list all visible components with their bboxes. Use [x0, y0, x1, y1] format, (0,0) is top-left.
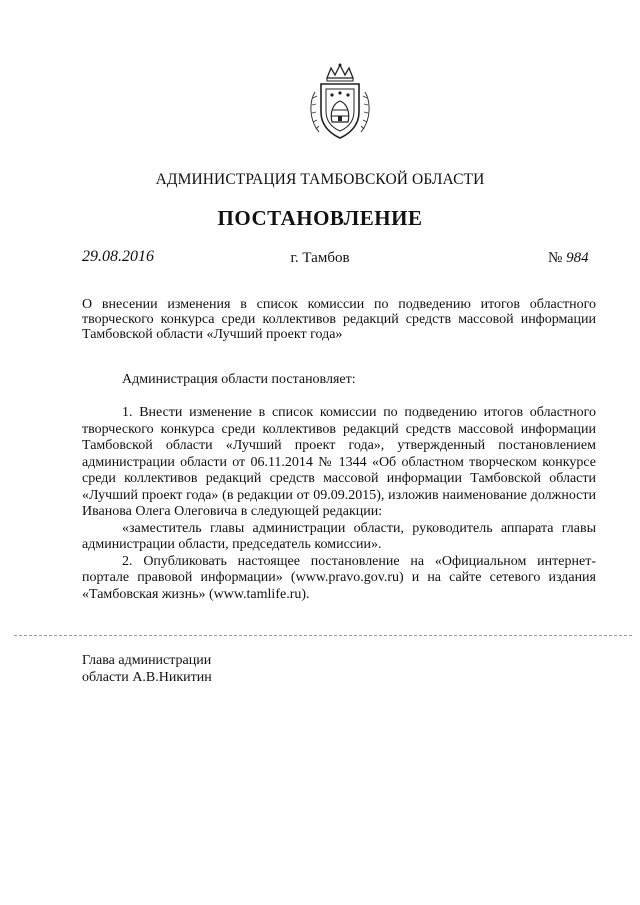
document-body	[82, 405, 596, 603]
document-city: г. Тамбов	[290, 250, 350, 266]
document-subject: О внесении изменения в список комиссии по подведению итогов областного творческого конкурса среди коллективов редакций средств массовой информации Тамбовской области «Лучший проект года»	[82, 297, 596, 342]
paragraph-2: 2. Опубликовать настоящее постановление на «Официальном интернет-портале правовой информации» (www.pravo.gov.ru) и на сайте сетевого издания «Тамбовская жизнь» (www.tamlife.ru).	[82, 553, 596, 602]
number-value: 984	[566, 250, 589, 266]
tambov-coat-of-arms-icon	[305, 62, 375, 142]
number-sign: №	[548, 250, 563, 266]
preamble-text: Администрация области постановляет:	[122, 372, 356, 387]
signature-position-line2: области	[82, 670, 129, 685]
paragraph-quote: «заместитель главы администрации области, руководитель аппарата главы администрации области, председатель комиссии».	[82, 520, 596, 552]
signature-line2	[82, 669, 212, 686]
separator-line	[14, 635, 632, 636]
signature-position-line1: Глава администрации	[82, 653, 212, 668]
signature-block	[82, 652, 212, 686]
organization-name: АДМИНИСТРАЦИЯ ТАМБОВСКОЙ ОБЛАСТИ	[155, 171, 485, 188]
document-number	[548, 250, 589, 267]
emblem-graphic	[305, 62, 375, 142]
signature-name: А.В.Никитин	[132, 670, 212, 685]
document-type-title: ПОСТАНОВЛЕНИЕ	[217, 206, 423, 230]
paragraph-1: 1. Внести изменение в список комиссии по подведению итогов областного творческого конкурса среди коллективов редакций средств массовой информации Тамбовской области «Лучший проект года», утвержденный постановлением администрации области от 06.11.2014 № 1344 «Об областном творческом конкурсе среди коллективов редакций средств массовой информации Тамбовской области «Лучший проект года» (в редакции от 09.09.2015), изложив наименование должности Иванова Олега Олеговича в следующей редакции:	[82, 405, 596, 519]
document-date: 29.08.2016	[82, 248, 154, 265]
